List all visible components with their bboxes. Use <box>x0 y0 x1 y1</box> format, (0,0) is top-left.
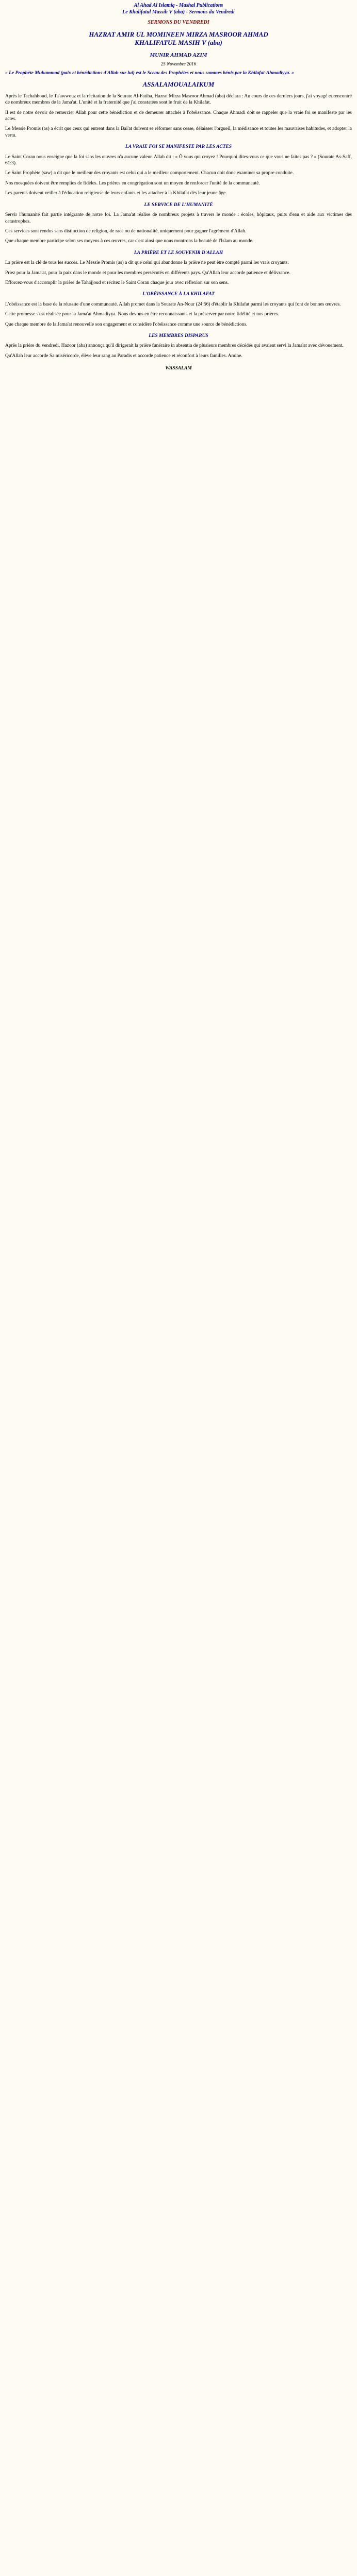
paragraph: L'obéissance est la base de la réussite d'une communauté. Allah promet dans la Sourate An-Nour (24:56) d'établir la Khilafat parmi les croyants qui font de bonnes œuvres. <box>5 301 341 307</box>
paragraph: Il est de notre devoir de remercier Allah pour cette bénédiction et de demeurer attachés à l'obéissance. Chaque Ahmadi doit se rappeler que la vraie foi se manifeste par les actes. <box>5 110 352 122</box>
site-title: Al Ahad Al Islamiq - Mashal Publications <box>134 3 223 8</box>
section-heading: L'OBÉISSANCE À LA KHILAFAT <box>142 292 215 297</box>
paragraph: Efforcez-vous d'accomplir la prière de Tahajjoud et récitez le Saint Coran chaque jour avec réflexion sur son sens. <box>5 280 229 285</box>
paragraph: Après le Tachahhoud, le Ta'awwouz et la récitation de la Sourate Al-Fatiha, Hazrat Mirza Masroor Ahmad (aba) déclara : Au cours de ces derniers jours, j'ai voyagé et rencontré de nombreux membres de la Jama'at. L'unité et la fraternité que j'ai constatées sont le fruit de la Khilafat. <box>5 93 352 106</box>
paragraph: Qu'Allah leur accorde Sa miséricorde, élève leur rang au Paradis et accorde patience et réconfort à leurs familles. Amine. <box>5 353 242 359</box>
lead-paragraph: « Le Prophète Muhammad (paix et bénédictions d'Allah sur lui) est le Sceau des Prophètes et nous sommes bénis par la Khilafat-Ahmadiyya. » <box>5 71 294 76</box>
paragraph: Le Saint Coran nous enseigne que la foi sans les œuvres n'a aucune valeur. Allah dit : « Ô vous qui croyez ! Pourquoi dites-vous ce que vous ne faites pas ? » (Sourate As-Saff, 61:3). <box>5 154 352 166</box>
header-title: Le Khalifatul Massih V (aba) - Sermons du Vendredi <box>122 9 235 15</box>
paragraph: Cette promesse s'est réalisée pour la Jama'at Ahmadiyya. Nous devons en être reconnaissants et la préserver par notre fidélité et nos prières. <box>5 312 279 317</box>
header <box>0 0 357 15</box>
article-body <box>0 70 357 372</box>
title-line-1: HAZRAT AMIR UL MOMINEEN MIRZA MASROOR AHMAD <box>89 30 268 38</box>
signoff: WASSALAM <box>165 366 192 371</box>
paragraph: Le Messie Promis (as) a écrit que ceux qui entrent dans la Bai'at doivent se réformer sans cesse, délaisser l'orgueil, la médisance et toutes les mauvaises habitudes, et adopter la vertu. <box>5 126 352 138</box>
paragraph: Priez pour la Jama'at, pour la paix dans le monde et pour les membres persécutés en différents pays. Qu'Allah leur accorde patience et délivrance. <box>5 270 290 276</box>
author: MUNIR AHMAD AZIM <box>150 52 207 58</box>
section-heading: LA PRIÈRE ET LE SOUVENIR D'ALLAH <box>134 250 223 256</box>
paragraph: Nos mosquées doivent être remplies de fidèles. Les prières en congrégation sont un moyen de renforcer l'unité de la communauté. <box>5 180 260 186</box>
paragraph: Ces services sont rendus sans distinction de religion, de race ou de nationalité, uniquement pour gagner l'agrément d'Allah. <box>5 228 247 234</box>
paragraph: Que chaque membre participe selon ses moyens à ces œuvres, car c'est ainsi que nous montrons la beauté de l'Islam au monde. <box>5 239 254 244</box>
paragraph: Servir l'humanité fait partie intégrante de notre foi. La Jama'at réalise de nombreux projets à travers le monde : écoles, hôpitaux, puits d'eau et aide aux victimes des catastrophes. <box>5 212 352 224</box>
date: 25 Novembre 2016 <box>160 61 197 66</box>
title-line-2: KHALIFATUL MASIH V (aba) <box>135 39 222 46</box>
salam-heading: ASSALAMOUALAIKUM <box>142 80 215 89</box>
page-title <box>0 30 357 47</box>
sermons-label: SERMONS DU VENDREDI <box>148 20 209 25</box>
paragraph: Le Saint Prophète (saw) a dit que le meilleur des croyants est celui qui a le meilleur comportement. Chacun doit donc examiner sa propre conduite. <box>5 171 294 176</box>
paragraph: Après la prière du vendredi, Hazoor (aba) annonça qu'il dirigerait la prière funéraire in absentia de plusieurs membres décédés qui avaient servi la Jama'at avec dévouement. <box>5 343 344 349</box>
paragraph: Les parents doivent veiller à l'éducation religieuse de leurs enfants et les attacher à la Khilafat dès leur jeune âge. <box>5 191 227 196</box>
sections <box>5 93 352 359</box>
section-heading: LE SERVICE DE L'HUMANITÉ <box>144 202 213 208</box>
section-heading: LES MEMBRES DISPARUS <box>149 333 208 338</box>
section-heading: LA VRAIE FOI SE MANIFESTE PAR LES ACTES <box>125 144 232 150</box>
paragraph: Que chaque membre de la Jama'at renouvelle son engagement et considère l'obéissance comme une source de bénédictions. <box>5 321 248 327</box>
paragraph: La prière est la clé de tous les succès. Le Messie Promis (as) a dit que celui qui abandonne la prière ne peut être compté parmi les vrais croyants. <box>5 260 289 266</box>
